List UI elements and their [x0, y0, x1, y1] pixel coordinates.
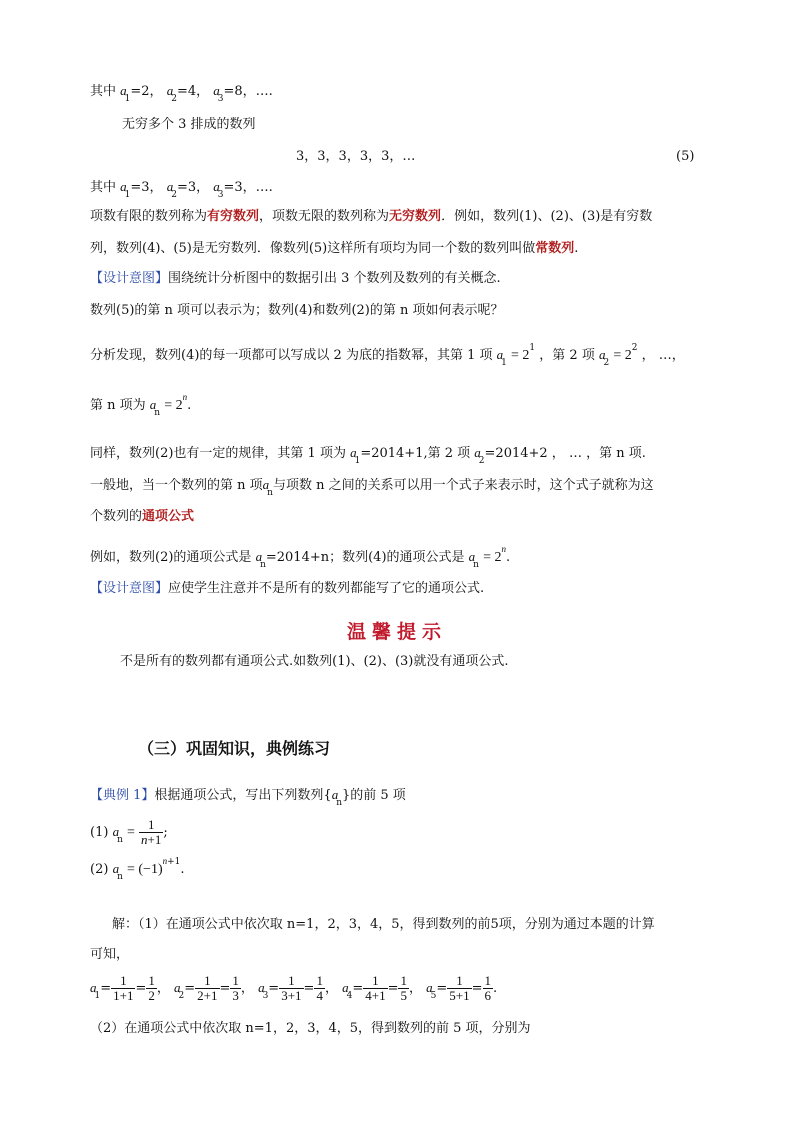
sequence-5: 3，3，3，3，3，… [296, 149, 416, 164]
design-intent-tag: 【设计意图】 [90, 581, 169, 596]
example-1-tag: 【典例 1】 [90, 788, 155, 803]
term-infinite-sequence: 无穷数列 [389, 209, 442, 224]
warm-tip-title: 温馨提示 [346, 621, 447, 643]
design-intent-2: 【设计意图】应使学生注意并不是所有的数列都能写了它的通项公式. [90, 581, 485, 596]
warm-tip-text: 不是所有的数列都有通项公式.如数列(1)、(2)、(3)就没有通项公式. [120, 654, 509, 669]
design-intent-1: 【设计意图】围绕统计分析图中的数据引出 3 个数列及数列的有关概念. [90, 271, 501, 286]
example-1-part-2: (2) $a_n = (-1)^{n+1}$. [90, 856, 185, 882]
section-heading: （三）巩固知识，典例练习 [138, 739, 331, 758]
general-line: 一般地，当一个数列的第 n 项$a_n$与项数 n 之间的关系可以用一个式子来表示时，这个式子就称为这 [90, 477, 654, 498]
solution-1-cont: 可知， [90, 947, 130, 962]
definition-finite-infinite: 项数有限的数列称为有穷数列，项数无限的数列称为无穷数列．例如，数列(1)、(2)、(3)是有穷数 [90, 209, 653, 224]
nth-term-line: 第 n 项为 $a_n = 2^n$. [90, 392, 192, 418]
line-a-values-2: 其中 $a_1=3$， $a_2=3$， $a_3=3$，…. [90, 179, 273, 200]
solution-fractions: $a_1=$ $\frac{1}{1+1}$ = $\frac{1}{2}$ ， $a_2=$ $\frac{1}{2+1}$ = $\frac{1}{3}$ ， $a_3=$ $\frac{1}{3+1}$ = $\frac{1}{4}$ ， $a_4=$ $\frac{1}{4+1}$ = $\frac{1}{5}$ ， $a_5=$ $\frac{1}{5+1}$ = $\frac{1}{6}$ . [90, 973, 498, 1003]
solution-1: 解：（1）在通项公式中依次取 n=1，2，3，4，5，得到数列的前5项，分别为通过本题的计算 [112, 917, 655, 932]
fraction-1-over-n-plus-1: $\frac{1}{n+1}$ [141, 817, 162, 847]
solution-2: （2）在通项公式中依次取 n=1，2，3，4，5，得到数列的前 5 项，分别为 [90, 1021, 531, 1036]
question-nth-term: 数列(5)的第 n 项可以表示为；数列(4)和数列(2)的第 n 项如何表示呢？ [90, 303, 504, 318]
term-constant-sequence: 常数列 [535, 241, 575, 256]
similar-line: 同样，数列(2)也有一定的规律，其第 1 项为 $a_1=2014+1$,第 2 项 $a_2=2014+2$ ， … ，第 n 项. [90, 445, 646, 466]
example-1-part-1: (1) $a_n$ = $\frac{1}{n+1}$ ; [90, 817, 168, 847]
analysis-line: 分析发现，数列(4)的每一项都可以写成以 2 为底的指数幂，其第 1 项 $a_1 = 2^1$ ，第 2 项 $a_2 = 2^2$ ， …， [90, 343, 685, 368]
general-formula-line: 个数列的通项公式 [90, 509, 195, 524]
example-1-line: 【典例 1】根据通项公式，写出下列数列$\{a_n\}$的前 5 项 [90, 787, 406, 808]
sequence-5-number: (5) [676, 149, 695, 164]
term-general-formula: 通项公式 [142, 509, 195, 524]
definition-constant: 列，数列(4)、(5)是无穷数列．像数列(5)这样所有项均为同一个数的数列叫做常数列. [90, 241, 579, 256]
example-line: 例如，数列(2)的通项公式是 $a_n=2014+n$；数列(4)的通项公式是 $a_n = 2^n$. [90, 544, 511, 570]
design-intent-tag: 【设计意图】 [90, 271, 169, 286]
text-infinite-threes: 无穷多个 3 排成的数列 [122, 117, 256, 132]
line-a-values-1: 其中 $a_1=2$， $a_2=4$， $a_3=8$，…. [90, 83, 273, 104]
term-finite-sequence: 有穷数列 [207, 209, 260, 224]
